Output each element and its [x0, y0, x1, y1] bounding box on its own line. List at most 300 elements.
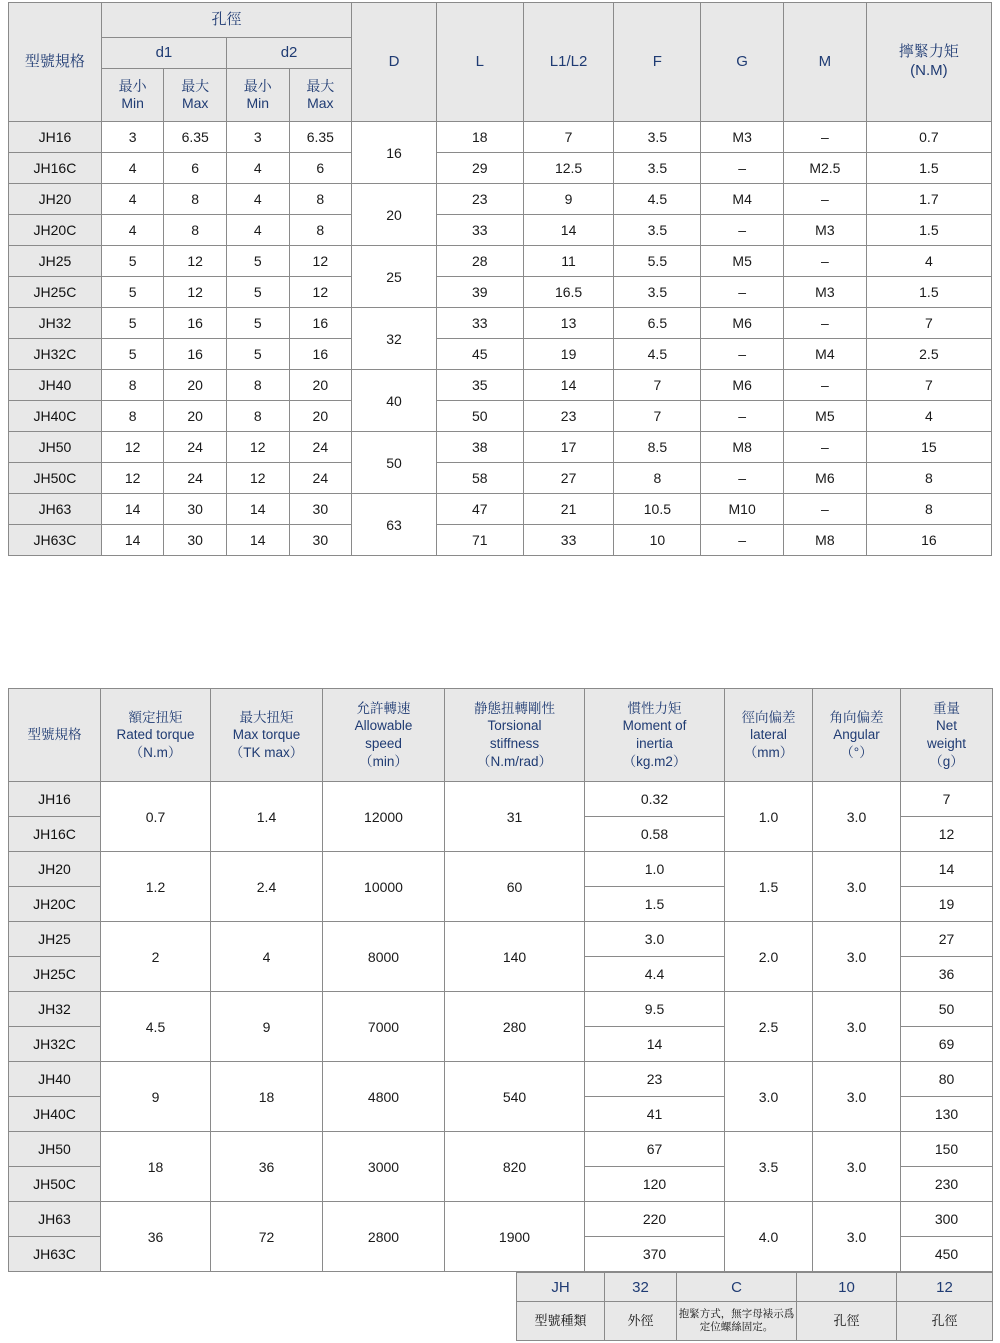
cell-L1L2: 9	[523, 184, 614, 215]
cell-model: JH40	[9, 370, 102, 401]
cell-G: –	[701, 525, 784, 556]
header-weight-en2: weight	[926, 736, 967, 751]
cell-L1L2: 27	[523, 463, 614, 494]
cell-weight: 19	[901, 887, 993, 922]
header-max-en: Max torque	[232, 727, 301, 743]
cell-d1max: 6	[164, 153, 227, 184]
dimension-spec-table-container	[8, 2, 992, 556]
cell-M: –	[784, 370, 867, 401]
cell-torque: 15	[866, 432, 991, 463]
table-row	[9, 525, 992, 556]
cell-model: JH16	[9, 122, 102, 153]
cell-d2max: 24	[289, 463, 352, 494]
performance-table-container	[8, 688, 992, 1272]
table-row	[9, 401, 992, 432]
cell-weight: 69	[901, 1027, 993, 1062]
header-angular-unit: （°）	[840, 744, 873, 760]
cell-torque: 4	[866, 246, 991, 277]
header-weight-cn: 重量	[933, 700, 960, 716]
header-D: D	[352, 3, 437, 122]
cell-G: –	[701, 339, 784, 370]
header-moment-of-inertia	[585, 689, 725, 782]
cell-F: 3.5	[614, 153, 701, 184]
cell-stiffness: 60	[445, 852, 585, 922]
cell-speed: 12000	[323, 782, 445, 852]
header-angular-en: Angular	[833, 727, 880, 743]
cell-max-torque: 18	[211, 1062, 323, 1132]
cell-F: 7	[614, 370, 701, 401]
cell-F: 3.5	[614, 215, 701, 246]
header-rated-en: Rated torque	[116, 727, 195, 743]
table-row	[9, 992, 993, 1027]
header-bore-group: 孔徑	[101, 3, 351, 38]
header-weight-en: Net	[935, 718, 957, 734]
header-stiff-cn: 静態扭轉剛性	[474, 700, 555, 716]
cell-inertia: 370	[585, 1237, 725, 1272]
cell-L: 23	[436, 184, 523, 215]
cell-model: JH50	[9, 1132, 101, 1167]
cell-weight: 230	[901, 1167, 993, 1202]
cell-d2max: 8	[289, 184, 352, 215]
cell-torque: 1.5	[866, 277, 991, 308]
cell-d1max: 12	[164, 246, 227, 277]
cell-torque: 7	[866, 370, 991, 401]
cell-M: –	[784, 246, 867, 277]
code-series: JH	[517, 1273, 605, 1302]
cell-model: JH20C	[9, 215, 102, 246]
header-d1-max	[164, 69, 227, 122]
table-row	[9, 215, 992, 246]
table-row	[9, 246, 992, 277]
cell-d1min: 5	[101, 246, 164, 277]
cell-G: M6	[701, 370, 784, 401]
cell-d1min: 4	[101, 153, 164, 184]
cell-angular: 3.0	[813, 782, 901, 852]
cell-model: JH63C	[9, 525, 102, 556]
cell-M: M4	[784, 339, 867, 370]
header-rated-unit: （N.m）	[129, 744, 182, 760]
cell-model: JH50C	[9, 1167, 101, 1202]
cell-M: M5	[784, 401, 867, 432]
cell-L: 33	[436, 308, 523, 339]
cell-d2max: 20	[289, 370, 352, 401]
header-torque-cn: 擰緊力矩	[898, 43, 959, 61]
header-torque	[866, 3, 991, 122]
header-angular-cn: 角向偏差	[829, 709, 884, 725]
cell-L: 18	[436, 122, 523, 153]
cell-L1L2: 14	[523, 370, 614, 401]
cell-d1max: 20	[164, 370, 227, 401]
cell-D: 25	[352, 246, 437, 308]
table-row	[9, 370, 992, 401]
cell-d2min: 8	[226, 401, 289, 432]
cell-model: JH16C	[9, 817, 101, 852]
cell-inertia: 220	[585, 1202, 725, 1237]
cell-d2min: 5	[226, 277, 289, 308]
table-row	[9, 308, 992, 339]
header-F: F	[614, 3, 701, 122]
cell-inertia: 120	[585, 1167, 725, 1202]
cell-lateral: 3.5	[725, 1132, 813, 1202]
header-model: 型號規格	[9, 3, 102, 122]
cell-L1L2: 11	[523, 246, 614, 277]
cell-F: 3.5	[614, 122, 701, 153]
cell-L: 47	[436, 494, 523, 525]
cell-d1max: 8	[164, 184, 227, 215]
header-speed-en: Allowable	[354, 718, 413, 734]
cell-d2min: 12	[226, 463, 289, 494]
cell-angular: 3.0	[813, 922, 901, 992]
header-max-torque	[211, 689, 323, 782]
header-inertia-en2: inertia	[636, 736, 673, 751]
cell-F: 10.5	[614, 494, 701, 525]
cell-rated-torque: 0.7	[101, 782, 211, 852]
cell-inertia: 14	[585, 1027, 725, 1062]
cell-inertia: 23	[585, 1062, 725, 1097]
cell-F: 10	[614, 525, 701, 556]
cell-lateral: 2.5	[725, 992, 813, 1062]
cell-d2max: 16	[289, 339, 352, 370]
cell-model: JH50	[9, 432, 102, 463]
table-row	[9, 277, 992, 308]
cell-angular: 3.0	[813, 1202, 901, 1272]
table-row	[9, 1202, 993, 1237]
cell-rated-torque: 1.2	[101, 852, 211, 922]
cell-lateral: 4.0	[725, 1202, 813, 1272]
cell-L: 50	[436, 401, 523, 432]
cell-G: –	[701, 463, 784, 494]
cell-d2min: 8	[226, 370, 289, 401]
header-G: G	[701, 3, 784, 122]
cell-d2min: 5	[226, 339, 289, 370]
cell-rated-torque: 18	[101, 1132, 211, 1202]
cell-M: M8	[784, 525, 867, 556]
cell-torque: 1.7	[866, 184, 991, 215]
cell-d2min: 5	[226, 308, 289, 339]
cell-model: JH25	[9, 246, 102, 277]
cell-model: JH32C	[9, 339, 102, 370]
cell-d2min: 12	[226, 432, 289, 463]
header-stiff-en2: stiffness	[489, 736, 540, 751]
cell-stiffness: 140	[445, 922, 585, 992]
header-d2-max	[289, 69, 352, 122]
cell-d2max: 12	[289, 277, 352, 308]
cell-torque: 8	[866, 494, 991, 525]
cell-weight: 14	[901, 852, 993, 887]
header-d2-max-cn: 最大	[306, 77, 335, 94]
desc-bore-1: 孔徑	[797, 1302, 897, 1341]
desc-clamp-type: 抱緊方式，無字母裱示爲定位螺絲固定。	[677, 1302, 797, 1341]
header-d1-min-en: Min	[121, 95, 144, 111]
cell-M: M2.5	[784, 153, 867, 184]
header-angular	[813, 689, 901, 782]
cell-d2min: 4	[226, 215, 289, 246]
cell-d2min: 3	[226, 122, 289, 153]
cell-stiffness: 280	[445, 992, 585, 1062]
cell-stiffness: 820	[445, 1132, 585, 1202]
cell-d1max: 12	[164, 277, 227, 308]
header-lateral-en: lateral	[750, 727, 787, 743]
header-speed-cn: 允許轉速	[356, 700, 411, 716]
table-row	[9, 1062, 993, 1097]
table-row	[9, 122, 992, 153]
header-L1L2: L1/L2	[523, 3, 614, 122]
header-d2: d2	[226, 38, 351, 69]
cell-L1L2: 16.5	[523, 277, 614, 308]
cell-F: 8.5	[614, 432, 701, 463]
cell-lateral: 1.5	[725, 852, 813, 922]
cell-L: 71	[436, 525, 523, 556]
cell-rated-torque: 36	[101, 1202, 211, 1272]
cell-torque: 16	[866, 525, 991, 556]
header-d2-min-cn: 最小	[243, 77, 272, 94]
table-row	[9, 184, 992, 215]
cell-model: JH16	[9, 782, 101, 817]
table-row	[9, 463, 992, 494]
cell-d1min: 3	[101, 122, 164, 153]
cell-angular: 3.0	[813, 992, 901, 1062]
cell-model: JH32	[9, 308, 102, 339]
performance-table	[8, 688, 993, 1272]
cell-M: –	[784, 308, 867, 339]
cell-M: –	[784, 432, 867, 463]
cell-inertia: 3.0	[585, 922, 725, 957]
desc-outer-diameter: 外徑	[605, 1302, 677, 1341]
cell-d1max: 6.35	[164, 122, 227, 153]
cell-model: JH20C	[9, 887, 101, 922]
cell-d2min: 4	[226, 153, 289, 184]
header-inertia-cn: 慣性力矩	[627, 700, 682, 716]
cell-d1min: 12	[101, 432, 164, 463]
header-L: L	[436, 3, 523, 122]
cell-stiffness: 1900	[445, 1202, 585, 1272]
cell-L: 28	[436, 246, 523, 277]
cell-d2max: 12	[289, 246, 352, 277]
cell-model: JH16C	[9, 153, 102, 184]
cell-rated-torque: 9	[101, 1062, 211, 1132]
cell-L: 38	[436, 432, 523, 463]
cell-max-torque: 1.4	[211, 782, 323, 852]
cell-d2min: 14	[226, 494, 289, 525]
cell-D: 20	[352, 184, 437, 246]
cell-torque: 7	[866, 308, 991, 339]
cell-L: 58	[436, 463, 523, 494]
cell-inertia: 1.5	[585, 887, 725, 922]
cell-max-torque: 9	[211, 992, 323, 1062]
header-speed-unit: （min）	[359, 753, 408, 769]
cell-G: –	[701, 153, 784, 184]
cell-weight: 300	[901, 1202, 993, 1237]
cell-weight: 130	[901, 1097, 993, 1132]
cell-inertia: 67	[585, 1132, 725, 1167]
cell-d1min: 14	[101, 494, 164, 525]
header-speed-en2: speed	[365, 736, 402, 751]
cell-model: JH20	[9, 852, 101, 887]
cell-weight: 27	[901, 922, 993, 957]
header-d2-max-en: Max	[307, 95, 334, 111]
header-max-cn: 最大扭矩	[239, 709, 294, 725]
cell-weight: 12	[901, 817, 993, 852]
header-torsional-stiffness	[445, 689, 585, 782]
cell-d1min: 12	[101, 463, 164, 494]
table-row	[9, 852, 993, 887]
cell-angular: 3.0	[813, 1062, 901, 1132]
cell-G: –	[701, 401, 784, 432]
cell-max-torque: 72	[211, 1202, 323, 1272]
cell-model: JH25	[9, 922, 101, 957]
cell-d2max: 16	[289, 308, 352, 339]
cell-G: M5	[701, 246, 784, 277]
cell-model: JH63C	[9, 1237, 101, 1272]
cell-L: 39	[436, 277, 523, 308]
cell-G: M10	[701, 494, 784, 525]
cell-model: JH32	[9, 992, 101, 1027]
header-d1: d1	[101, 38, 226, 69]
model-code-legend-table	[516, 1272, 993, 1341]
cell-L1L2: 17	[523, 432, 614, 463]
cell-d1max: 30	[164, 494, 227, 525]
header-rated-torque	[101, 689, 211, 782]
cell-d2max: 30	[289, 494, 352, 525]
cell-L1L2: 7	[523, 122, 614, 153]
cell-model: JH63	[9, 494, 102, 525]
table-row	[9, 432, 992, 463]
cell-model: JH25C	[9, 277, 102, 308]
table-row	[9, 339, 992, 370]
cell-weight: 36	[901, 957, 993, 992]
header-d1-min-cn: 最小	[118, 77, 147, 94]
table-row	[9, 494, 992, 525]
header-d2-min	[226, 69, 289, 122]
cell-angular: 3.0	[813, 852, 901, 922]
cell-d1min: 5	[101, 277, 164, 308]
cell-G: M4	[701, 184, 784, 215]
cell-speed: 10000	[323, 852, 445, 922]
cell-d2max: 8	[289, 215, 352, 246]
header-torque-unit: (N.M)	[910, 62, 948, 79]
cell-L1L2: 19	[523, 339, 614, 370]
cell-D: 32	[352, 308, 437, 370]
cell-model: JH32C	[9, 1027, 101, 1062]
cell-torque: 4	[866, 401, 991, 432]
cell-model: JH25C	[9, 957, 101, 992]
code-row	[517, 1273, 993, 1302]
cell-model: JH40C	[9, 1097, 101, 1132]
cell-stiffness: 31	[445, 782, 585, 852]
header-weight-unit: （g）	[929, 753, 964, 769]
cell-L: 33	[436, 215, 523, 246]
cell-speed: 8000	[323, 922, 445, 992]
cell-L1L2: 13	[523, 308, 614, 339]
cell-max-torque: 36	[211, 1132, 323, 1202]
cell-model: JH50C	[9, 463, 102, 494]
desc-bore-2: 孔徑	[897, 1302, 993, 1341]
cell-speed: 3000	[323, 1132, 445, 1202]
cell-weight: 7	[901, 782, 993, 817]
header-M: M	[784, 3, 867, 122]
cell-D: 40	[352, 370, 437, 432]
cell-weight: 50	[901, 992, 993, 1027]
cell-L1L2: 12.5	[523, 153, 614, 184]
cell-D: 63	[352, 494, 437, 556]
cell-torque: 2.5	[866, 339, 991, 370]
cell-d1max: 20	[164, 401, 227, 432]
dimension-spec-table	[8, 2, 992, 556]
table-row	[9, 782, 993, 817]
header-net-weight	[901, 689, 993, 782]
cell-G: –	[701, 215, 784, 246]
cell-M: –	[784, 184, 867, 215]
cell-lateral: 2.0	[725, 922, 813, 992]
cell-speed: 7000	[323, 992, 445, 1062]
cell-d1min: 4	[101, 184, 164, 215]
cell-lateral: 3.0	[725, 1062, 813, 1132]
cell-d2max: 24	[289, 432, 352, 463]
cell-inertia: 1.0	[585, 852, 725, 887]
header-rated-cn: 額定扭矩	[128, 709, 183, 725]
cell-L1L2: 14	[523, 215, 614, 246]
cell-rated-torque: 4.5	[101, 992, 211, 1062]
header-model: 型號規格	[9, 689, 101, 782]
cell-inertia: 9.5	[585, 992, 725, 1027]
cell-G: M6	[701, 308, 784, 339]
header-allowable-speed	[323, 689, 445, 782]
cell-inertia: 41	[585, 1097, 725, 1132]
cell-d2max: 20	[289, 401, 352, 432]
cell-d2max: 6.35	[289, 122, 352, 153]
cell-d1min: 8	[101, 401, 164, 432]
header-d1-max-en: Max	[181, 95, 209, 111]
code-outer-diameter: 32	[605, 1273, 677, 1302]
cell-d1max: 24	[164, 463, 227, 494]
header-lateral-cn: 徑向偏差	[741, 709, 796, 725]
table-row	[9, 922, 993, 957]
header-stiff-en: Torsional	[487, 718, 542, 734]
cell-d2max: 30	[289, 525, 352, 556]
cell-F: 8	[614, 463, 701, 494]
cell-model: JH40	[9, 1062, 101, 1097]
header-d1-max-cn: 最大	[181, 77, 210, 94]
cell-G: M8	[701, 432, 784, 463]
cell-torque: 8	[866, 463, 991, 494]
cell-model: JH20	[9, 184, 102, 215]
cell-M: M6	[784, 463, 867, 494]
cell-L1L2: 21	[523, 494, 614, 525]
cell-L: 35	[436, 370, 523, 401]
cell-M: –	[784, 494, 867, 525]
cell-D: 16	[352, 122, 437, 184]
cell-max-torque: 2.4	[211, 852, 323, 922]
cell-d1min: 4	[101, 215, 164, 246]
cell-G: –	[701, 277, 784, 308]
cell-weight: 150	[901, 1132, 993, 1167]
cell-d1max: 16	[164, 339, 227, 370]
cell-M: M3	[784, 215, 867, 246]
cell-model: JH63	[9, 1202, 101, 1237]
cell-L: 29	[436, 153, 523, 184]
cell-M: –	[784, 122, 867, 153]
cell-d2min: 5	[226, 246, 289, 277]
cell-weight: 80	[901, 1062, 993, 1097]
header-d1-min	[101, 69, 164, 122]
model-code-legend-container	[516, 1272, 992, 1341]
cell-model: JH40C	[9, 401, 102, 432]
cell-d1min: 5	[101, 308, 164, 339]
cell-d1max: 24	[164, 432, 227, 463]
code-bore-1: 10	[797, 1273, 897, 1302]
cell-F: 6.5	[614, 308, 701, 339]
cell-F: 5.5	[614, 246, 701, 277]
